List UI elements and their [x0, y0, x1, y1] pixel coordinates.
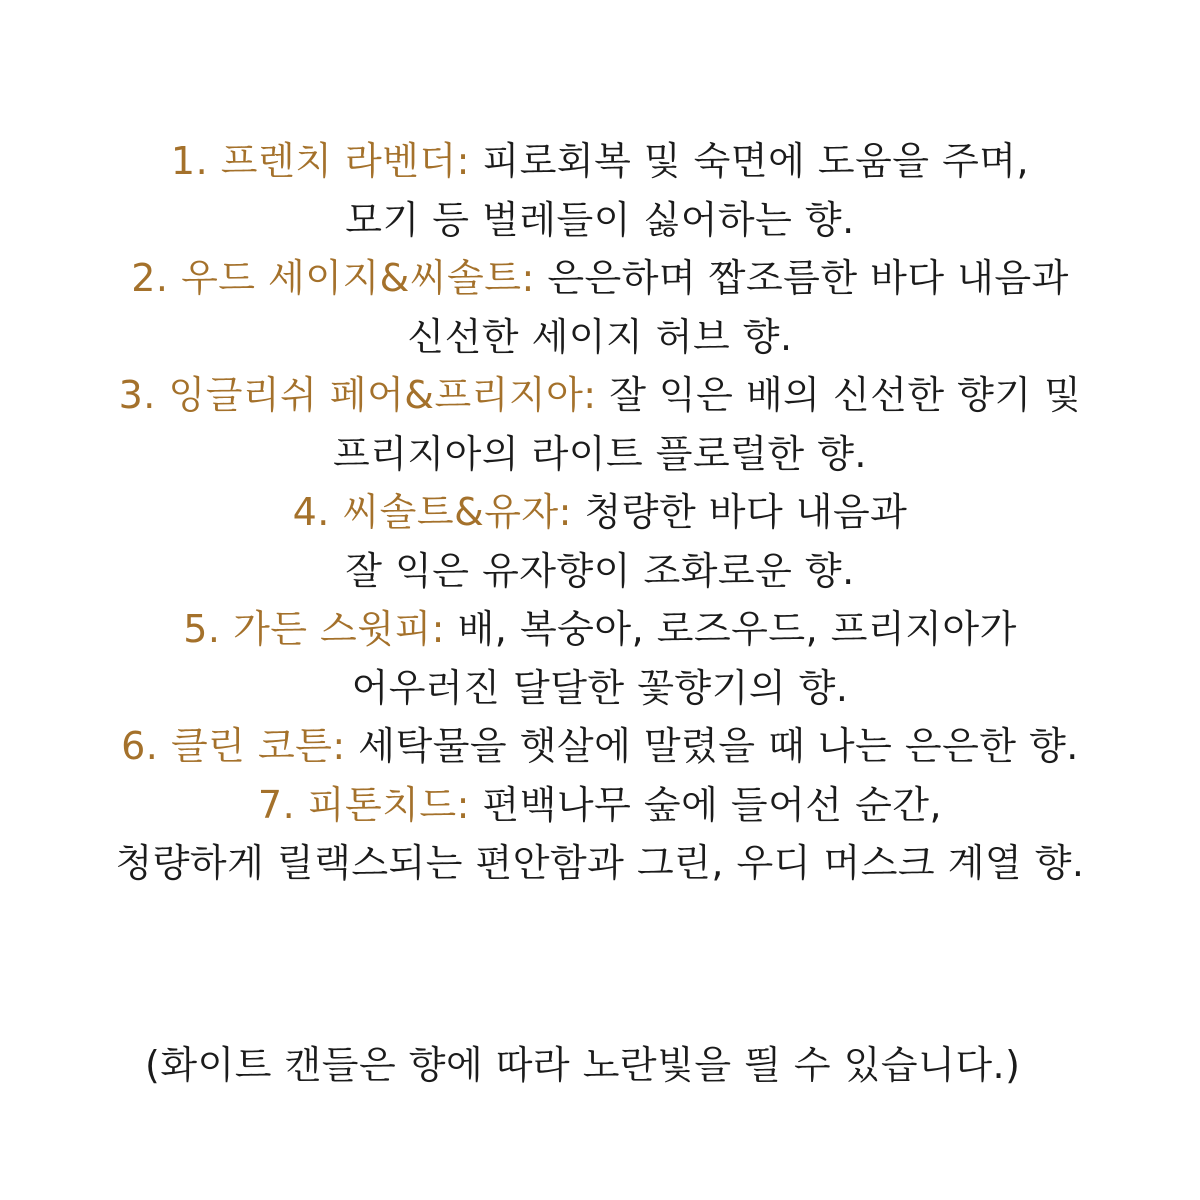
scent-line-2: 모기 등 벌레들이 싫어하는 향.	[345, 197, 855, 242]
scent-item-garden-sweet-pea	[0, 600, 1200, 717]
scent-number: 6.	[121, 724, 159, 768]
scent-number: 7.	[257, 782, 296, 827]
color-notice: (화이트 캔들은 향에 따라 노란빛을 띌 수 있습니다.)	[145, 1043, 1021, 1087]
scent-name: 프렌치 라벤더:	[220, 139, 470, 183]
scent-description: 배, 복숭아, 로즈우드, 프리지아가	[457, 607, 1017, 651]
scent-description: 잘 익은 배의 신선한 향기 및	[609, 373, 1082, 417]
scent-description: 피로회복 및 숙면에 도움을 주며,	[482, 139, 1030, 183]
scent-number: 3.	[118, 373, 156, 417]
scent-line-2: 프리지아의 라이트 플로럴한 향.	[332, 431, 868, 476]
scent-line-2: 잘 익은 유자향이 조화로운 향.	[345, 548, 855, 593]
scent-name: 클린 코튼:	[170, 724, 346, 768]
scent-list	[0, 132, 1200, 893]
scent-line-1	[0, 717, 1200, 776]
scent-line-1	[0, 483, 1200, 542]
scent-item-english-pear-freesia	[0, 366, 1200, 483]
scent-number: 4.	[292, 490, 330, 534]
scent-description: 청량한 바다 내음과	[584, 490, 908, 534]
scent-number: 1.	[170, 139, 209, 183]
scent-item-phytoncide	[0, 776, 1200, 893]
scent-line-2: 신선한 세이지 허브 향.	[407, 314, 793, 359]
scent-line-2: 어우러진 달달한 꽃향기의 향.	[351, 665, 849, 710]
scent-line-1	[0, 776, 1200, 835]
scent-line-2: 청량하게 릴랙스되는 편안함과 그린, 우디 머스크 계열 향.	[115, 841, 1085, 885]
scent-name: 우드 세이지&씨솔트:	[181, 256, 535, 300]
scent-item-french-lavender	[0, 132, 1200, 249]
scent-description: 세탁물을 햇살에 말렸을 때 나는 은은한 향.	[358, 724, 1079, 768]
scent-item-sea-salt-yuzu	[0, 483, 1200, 600]
scent-name: 잉글리쉬 페어&프리지아:	[168, 373, 597, 417]
scent-name: 피톤치드:	[307, 782, 470, 827]
scent-line-1	[0, 132, 1200, 191]
scent-line-1	[0, 249, 1200, 308]
scent-number: 5.	[183, 607, 221, 651]
scent-line-1	[0, 600, 1200, 659]
scent-description: 은은하며 짭조름한 바다 내음과	[547, 256, 1069, 300]
scent-number: 2.	[131, 256, 169, 300]
scent-description: 편백나무 숲에 들어선 순간,	[482, 782, 943, 827]
scent-item-wood-sage-sea-salt	[0, 249, 1200, 366]
scent-line-1	[0, 366, 1200, 425]
scent-name: 씨솔트&유자:	[342, 490, 572, 534]
scent-item-clean-cotton	[0, 717, 1200, 776]
scent-name: 가든 스윗피:	[233, 607, 445, 651]
